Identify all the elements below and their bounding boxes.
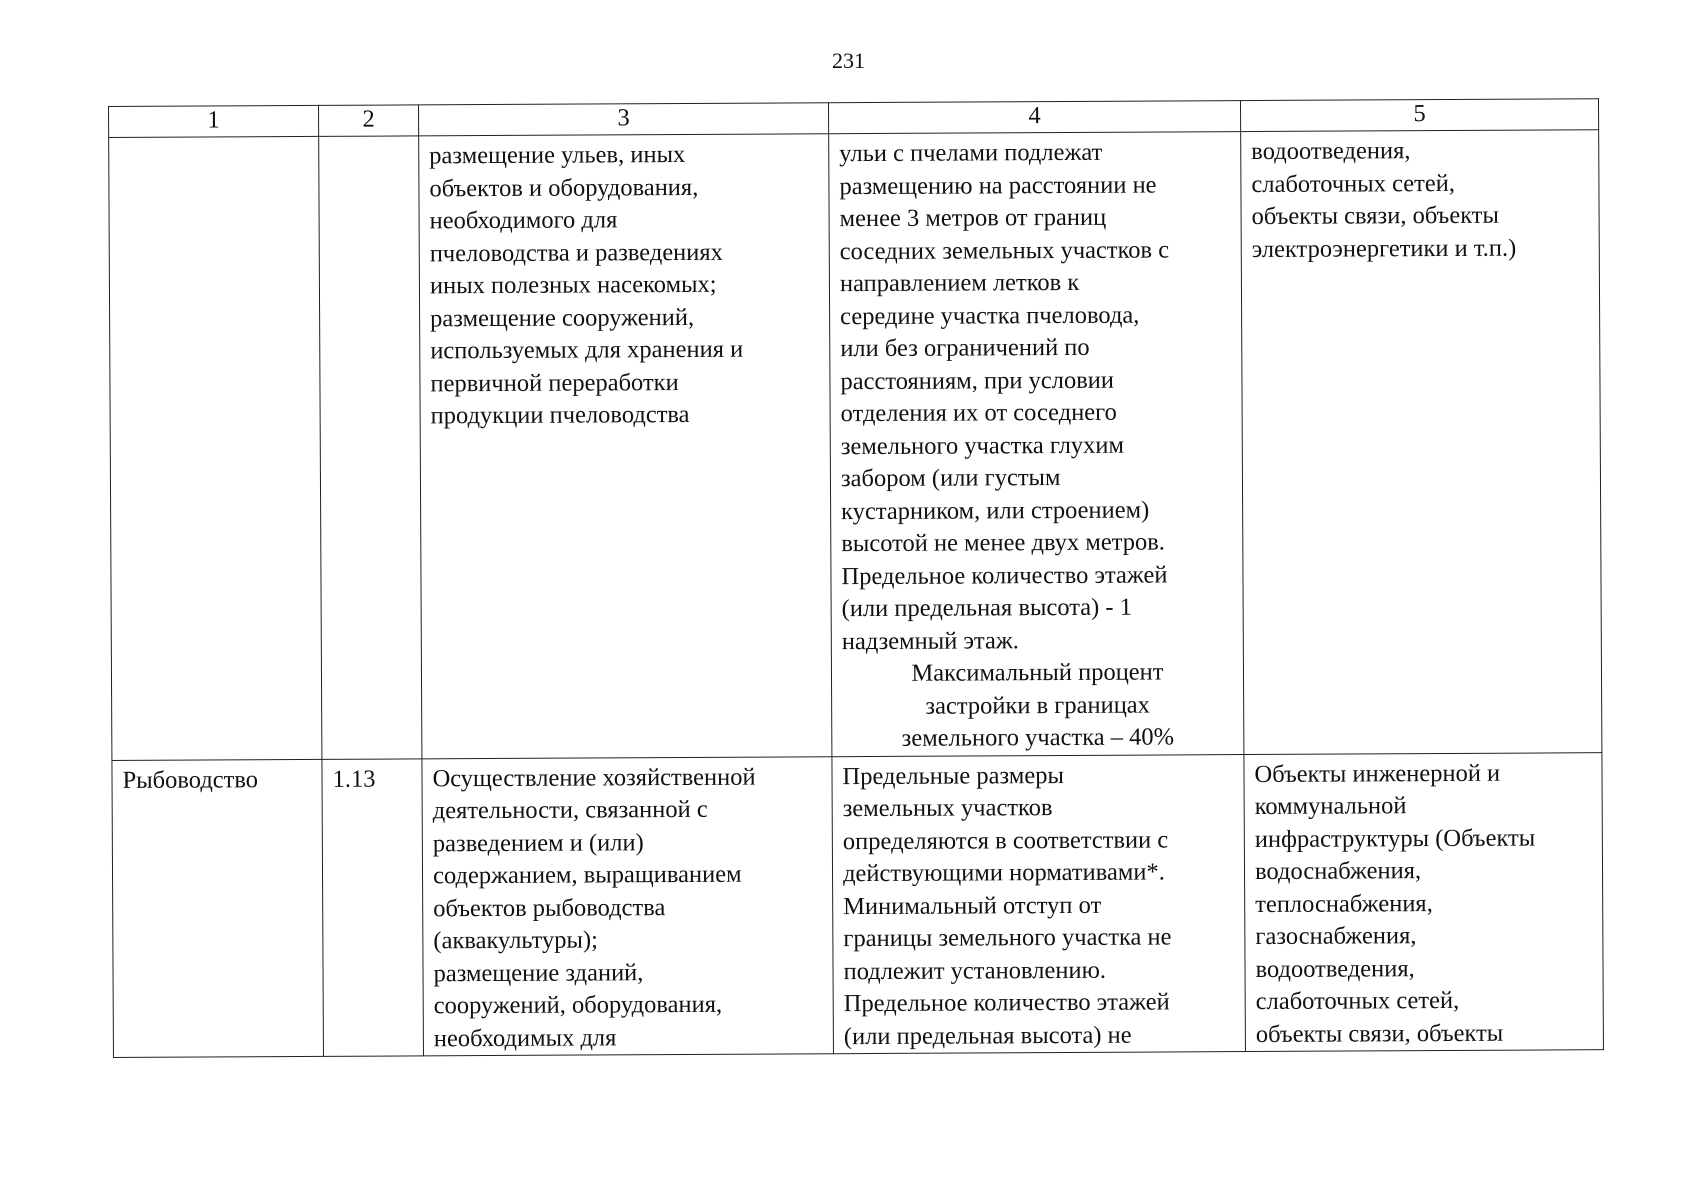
cell-parameters (832, 754, 1246, 1054)
cell-use-name: Рыбоводство (112, 759, 324, 1058)
text-line: теплоснабжения, (1255, 889, 1433, 918)
header-col-5: 5 (1240, 99, 1598, 132)
text-line: (аквакультуры); (433, 926, 599, 955)
text-line: земельного участка – 40% (901, 723, 1175, 752)
text-line: слаботочных сетей, (1255, 986, 1460, 1016)
text-line: соседних земельных участков с (839, 235, 1170, 265)
text-line: продукции пчеловодства (430, 400, 690, 430)
text-line: или без ограничений по (840, 333, 1090, 363)
text-line: сооружений, оборудования, (433, 990, 723, 1020)
text-line: Осуществление хозяйственной (432, 763, 756, 792)
text-line: середине участка пчеловода, (840, 301, 1140, 330)
text-line: ульи с пчелами подлежат (839, 138, 1103, 168)
text-line: деятельности, связанной с (432, 795, 708, 825)
cell-use-name (109, 136, 322, 760)
text-line: газоснабжения, (1255, 922, 1417, 951)
text-line: действующими нормативами*. (842, 858, 1165, 888)
text-line: расстояниям, при условии (840, 366, 1115, 395)
text-line: подлежит установлению. (843, 956, 1107, 985)
text-line: объекты связи, объекты (1255, 1019, 1504, 1048)
text-line: высотой не менее двух метров. (841, 528, 1165, 558)
text-line: Максимальный процент (911, 658, 1164, 687)
text-line: слаботочных сетей, (1251, 169, 1456, 198)
text-line: необходимых для (433, 1023, 617, 1052)
text-line: инфраструктуры (Объекты (1254, 824, 1536, 853)
cell-auxiliary-objects (1244, 752, 1604, 1051)
cell-auxiliary-objects (1241, 130, 1602, 754)
text-line: границы земельного участка не (843, 923, 1172, 953)
text-line: Объекты инженерной и (1254, 759, 1501, 788)
text-line: Минимальный отступ от (843, 891, 1102, 920)
text-line: (или предельная высота) - 1 (841, 593, 1133, 623)
text-line: объектов и оборудования, (429, 173, 699, 202)
text-line: разведением и (или) (432, 828, 644, 857)
land-use-table (108, 98, 1604, 1058)
table-row (109, 130, 1602, 760)
text-line: размещение ульев, иных (429, 140, 686, 170)
text-line: водоснабжения, (1254, 857, 1422, 886)
text-line: размещению на расстоянии не (839, 171, 1157, 200)
cell-description (419, 134, 832, 759)
text-line: надземный этаж. (841, 626, 1019, 655)
text-line: Предельное количество этажей (843, 988, 1170, 1018)
text-line: застройки в границах (925, 691, 1150, 720)
text-line: забором (или густым (840, 464, 1061, 493)
text-line: размещение сооружений, (430, 303, 695, 332)
header-col-1: 1 (109, 105, 319, 137)
text-line: (или предельная высота) не (843, 1021, 1132, 1050)
text-line: содержанием, выращиванием (432, 860, 742, 890)
text-line: объекты связи, объекты (1251, 201, 1500, 231)
text-line: коммунальной (1254, 792, 1407, 821)
text-line: иных полезных насекомых; (429, 270, 717, 300)
text-line: кустарником, или строением) (841, 496, 1150, 525)
text-line: Предельные размеры (842, 761, 1064, 790)
text-line: земельных участков (842, 794, 1053, 823)
text-line: используемых для хранения и (430, 335, 744, 365)
text-line: размещение зданий, (433, 958, 644, 987)
cell-parameters (829, 132, 1244, 757)
header-col-2: 2 (318, 105, 418, 137)
text-line: электроэнергетики и т.п.) (1251, 234, 1517, 263)
header-col-4: 4 (828, 101, 1240, 134)
page-number: 231 (832, 48, 865, 73)
cell-use-code: 1.13 (322, 758, 424, 1056)
text-line: объектов рыбоводства (433, 893, 666, 922)
cell-description (422, 756, 834, 1056)
text-line: направлением летков к (839, 268, 1080, 298)
text-line: водоотведения, (1251, 137, 1411, 166)
text-line: необходимого для (429, 206, 618, 235)
text-line: земельного участка глухим (840, 431, 1125, 460)
table-row (112, 752, 1604, 1057)
text-line: определяются в соответствии с (842, 825, 1169, 855)
cell-use-code (319, 136, 422, 759)
text-line: Предельное количество этажей (841, 560, 1168, 590)
text-line: первичной переработки (430, 368, 679, 397)
text-line: менее 3 метров от границ (839, 203, 1107, 233)
text-line: водоотведения, (1255, 954, 1415, 983)
text-line: пчеловодства и разведениях (429, 238, 723, 267)
text-line: отделения их от соседнего (840, 398, 1117, 428)
header-col-3: 3 (418, 103, 828, 136)
